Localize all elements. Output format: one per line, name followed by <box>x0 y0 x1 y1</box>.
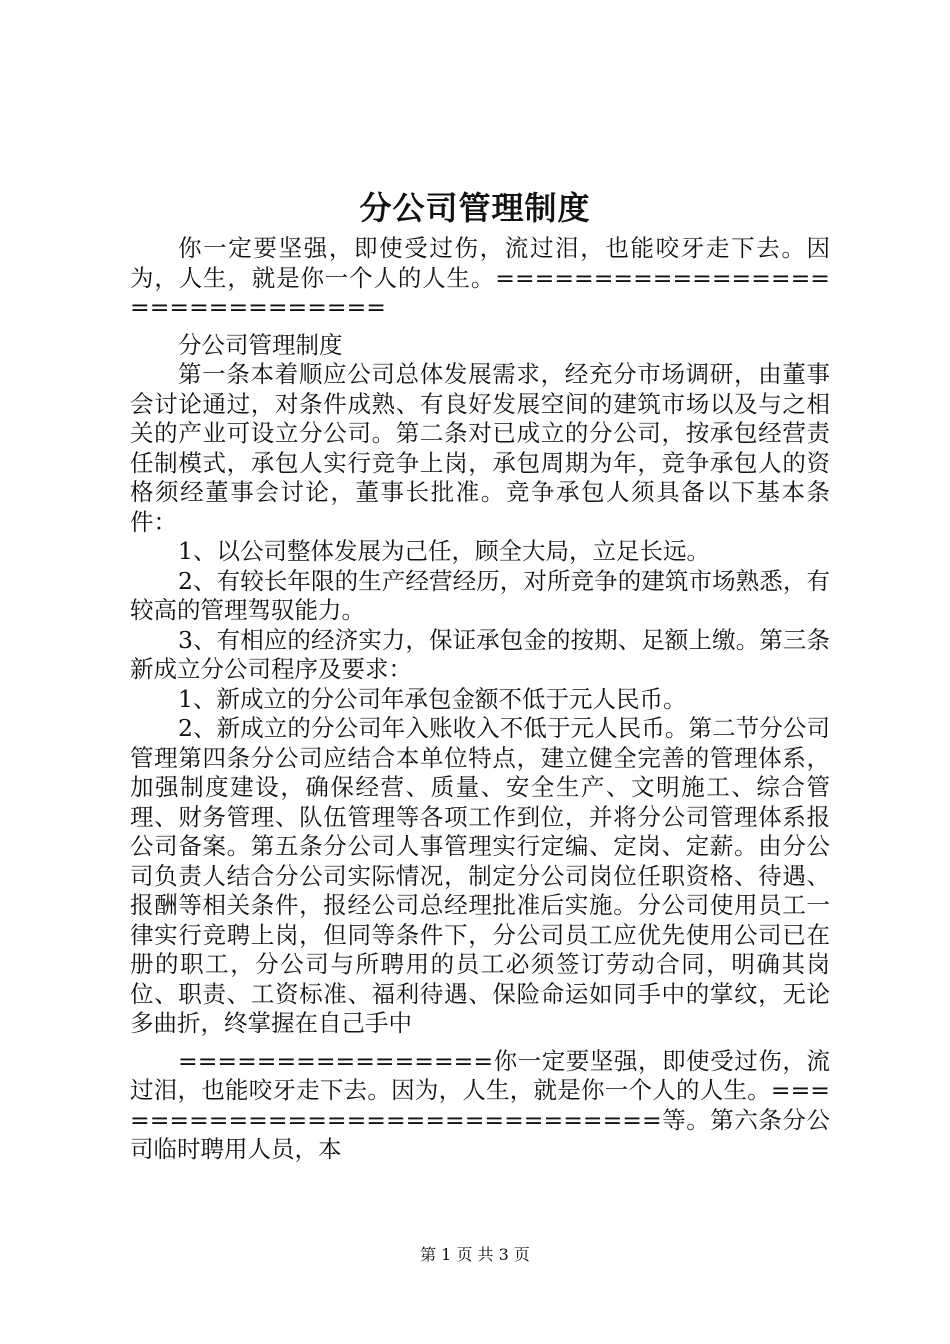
document-title: 分公司管理制度 <box>359 189 591 227</box>
intro-paragraph: 你一定要坚强，即使受过伤，流过泪，也能咬牙走下去。因为，人生，就是你一个人的人生。============================== <box>130 234 830 321</box>
requirement-item-2: 2、新成立的分公司年入账收入不低于元人民币。第二节分公司管理第四条分公司应结合本单位特点，建立健全完善的管理体系，加强制度建设，确保经营、质量、安全生产、文明施工、综合管理、财务管理、队伍管理等各项工作到位，并将分公司管理体系报公司备案。第五条分公司人事管理实行定编、定岗、定薪。由分公司负责人结合分公司实际情况，制定分公司岗位任职资格、待遇、报酬等相关条件，报经公司总经理批准后实施。分公司使用员工一律实行竞聘上岗，但同等条件下，分公司员工应优先使用公司已在册的职工，分公司与所聘用的员工必须签订劳动合同，明确其岗位、职责、工资标准、福利待遇、保险命运如同手中的掌纹，无论多曲折，终掌握在自己手中 <box>130 714 830 1037</box>
condition-item-2: 2、有较长年限的生产经营经历，对所竞争的建筑市场熟悉，有较高的管理驾驭能力。 <box>130 566 830 624</box>
closing-paragraph: ================你一定要坚强，即使受过伤，流过泪，也能咬牙走下去。因为，人生，就是你一个人的人生。==============================等。第六条分公司临时聘用人员，本 <box>130 1046 830 1163</box>
condition-item-3: 3、有相应的经济实力，保证承包金的按期、足额上缴。第三条新成立分公司程序及要求： <box>130 625 830 683</box>
article-paragraph: 第一条本着顺应公司总体发展需求，经充分市场调研，由董事会讨论通过，对条件成熟、有良好发展空间的建筑市场以及与之相关的产业可设立分公司。第二条对已成立的分公司，按承包经营责任制模式，承包人实行竞争上岗，承包周期为年，竞争承包人的资格须经董事会讨论，董事长批准。竞争承包人须具备以下基本条件： <box>130 360 830 536</box>
page-number-footer: 第 1 页 共 3 页 <box>420 1245 530 1264</box>
document-body <box>130 234 830 1165</box>
requirement-item-1: 1、新成立的分公司年承包金额不低于元人民币。 <box>178 684 687 713</box>
condition-item-1: 1、以公司整体发展为己任，顾全大局，立足长远。 <box>178 537 710 565</box>
section-heading: 分公司管理制度 <box>178 330 343 359</box>
